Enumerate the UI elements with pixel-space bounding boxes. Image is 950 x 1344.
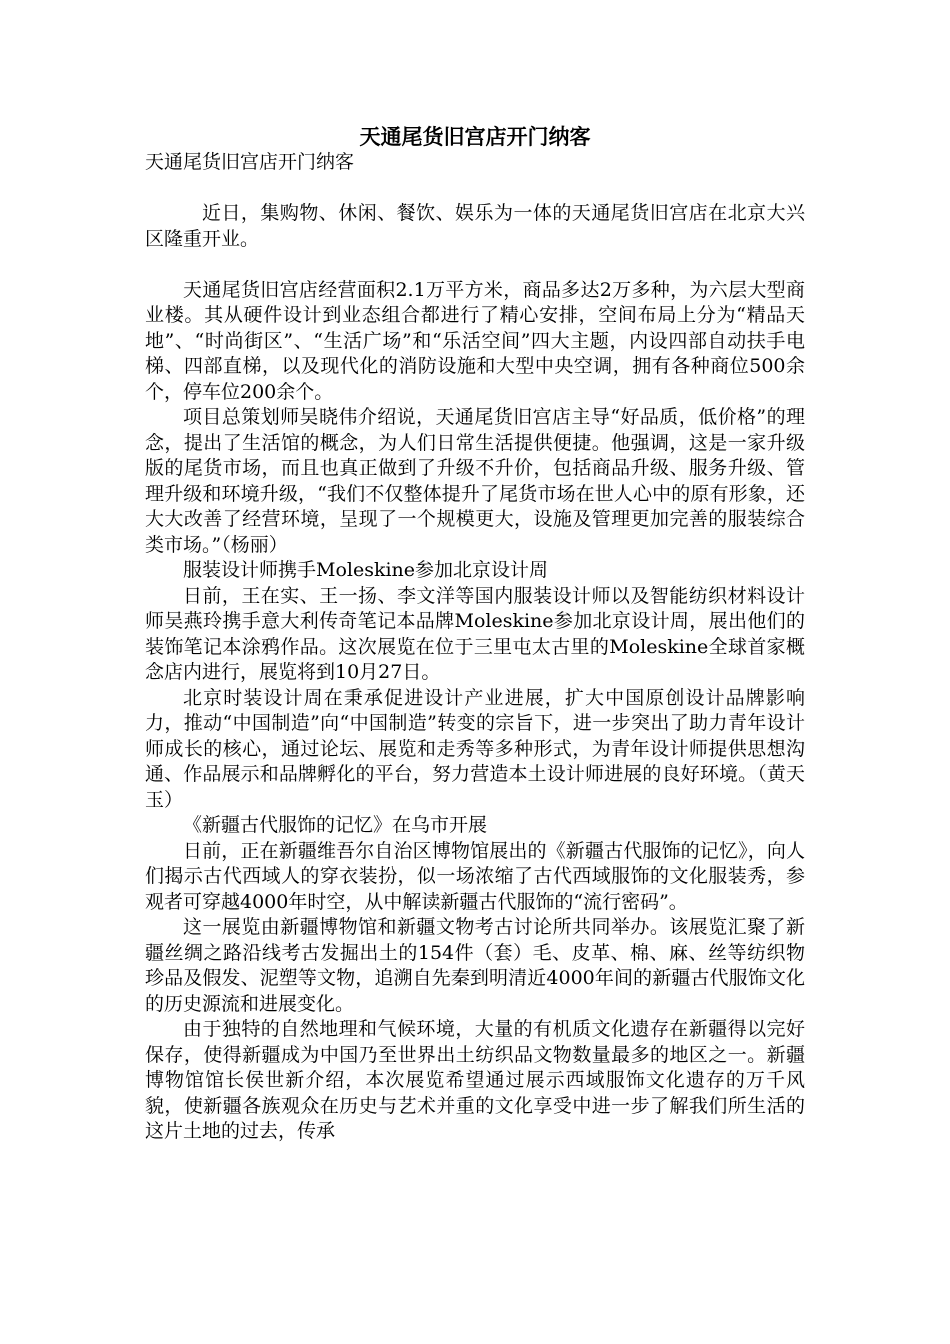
document-body <box>145 150 805 1145</box>
body-paragraph: 由于独特的自然地理和气候环境，大量的有机质文化遗存在新疆得以完好保存，使得新疆成为中国乃至世界出土纺织品文物数量最多的地区之一。新疆博物馆馆长侯世新介绍，本次展览希望通过展示西域服饰文化遗存的万千风貌，使新疆各族观众在历史与艺术并重的文化享受中进一步了解我们所生活的这片土地的过去，传承 <box>145 1018 805 1142</box>
body-paragraph: 这一展览由新疆博物馆和新疆文物考古讨论所共同举办。该展览汇聚了新疆丝绸之路沿线考古发掘出土的154件（套）毛、皮革、棉、麻、丝等纺织物珍品及假发、泥塑等文物，追溯自先秦到明清近4000年间的新疆古代服饰文化的历史源流和进展变化。 <box>145 916 805 1015</box>
repeated-headline: 天通尾货旧宫店开门纳客 <box>145 151 355 173</box>
section-heading: 《新疆古代服饰的记忆》在乌市开展 <box>183 814 488 836</box>
body-paragraph: 日前，王在实、王一扬、李文洋等国内服装设计师以及智能纺织材料设计师吴燕玲携手意大利传奇笔记本品牌Moleskine参加北京设计周，展出他们的装饰笔记本涂鸦作品。这次展览在位于三里屯太古里的Moleskine全球首家概念店内进行，展览将到10月27日。 <box>145 584 805 683</box>
blank-line <box>145 176 805 202</box>
body-paragraph: 北京时装设计周在秉承促进设计产业进展，扩大中国原创设计品牌影响力，推动“中国制造”向“中国制造”转变的宗旨下，进一步突出了助力青年设计师成长的核心，通过论坛、展览和走秀等多种形式，为青年设计师提供思想沟通、作品展示和品牌孵化的平台，努力营造本土设计师进展的良好环境。（黄天玉） <box>145 686 805 811</box>
document-title: 天通尾货旧宫店开门纳客 <box>359 125 591 149</box>
body-paragraph: 天通尾货旧宫店经营面积2.1万平方米，商品多达2万多种，为六层大型商业楼。其从硬件设计到业态组合都进行了精心安排，空间布局上分为“精品天地”、“时尚街区”、“生活广场”和“乐活空间”四大主题，内设四部自动扶手电梯、四部直梯，以及现代化的消防设施和大型中央空调，拥有各种商位500余个，停车位200余个。 <box>145 278 805 403</box>
blank-line <box>145 252 805 278</box>
body-paragraph: 项目总策划师吴晓伟介绍说，天通尾货旧宫店主导“好品质，低价格”的理念，提出了生活馆的概念，为人们日常生活提供便捷。他强调，这是一家升级版的尾货市场，而且也真正做到了升级不升价，包括商品升级、服务升级、管理升级和环境升级，“我们不仅整体提升了尾货市场在世人心中的原有形象，还大大改善了经营环境，呈现了一个规模更大，设施及管理更加完善的服装综合类市场。”（杨丽） <box>145 406 805 556</box>
body-paragraph: 日前，正在新疆维吾尔自治区博物馆展出的《新疆古代服饰的记忆》，向人们揭示古代西域人的穿衣装扮，似一场浓缩了古代西域服饰的文化服装秀，参观者可穿越4000年时空，从中解读新疆古代服饰的“流行密码”。 <box>145 839 805 913</box>
section-heading: 服装设计师携手Moleskine参加北京设计周 <box>183 559 549 581</box>
lead-paragraph: 近日，集购物、休闲、餐饮、娱乐为一体的天通尾货旧宫店在北京大兴区隆重开业。 <box>145 202 805 250</box>
